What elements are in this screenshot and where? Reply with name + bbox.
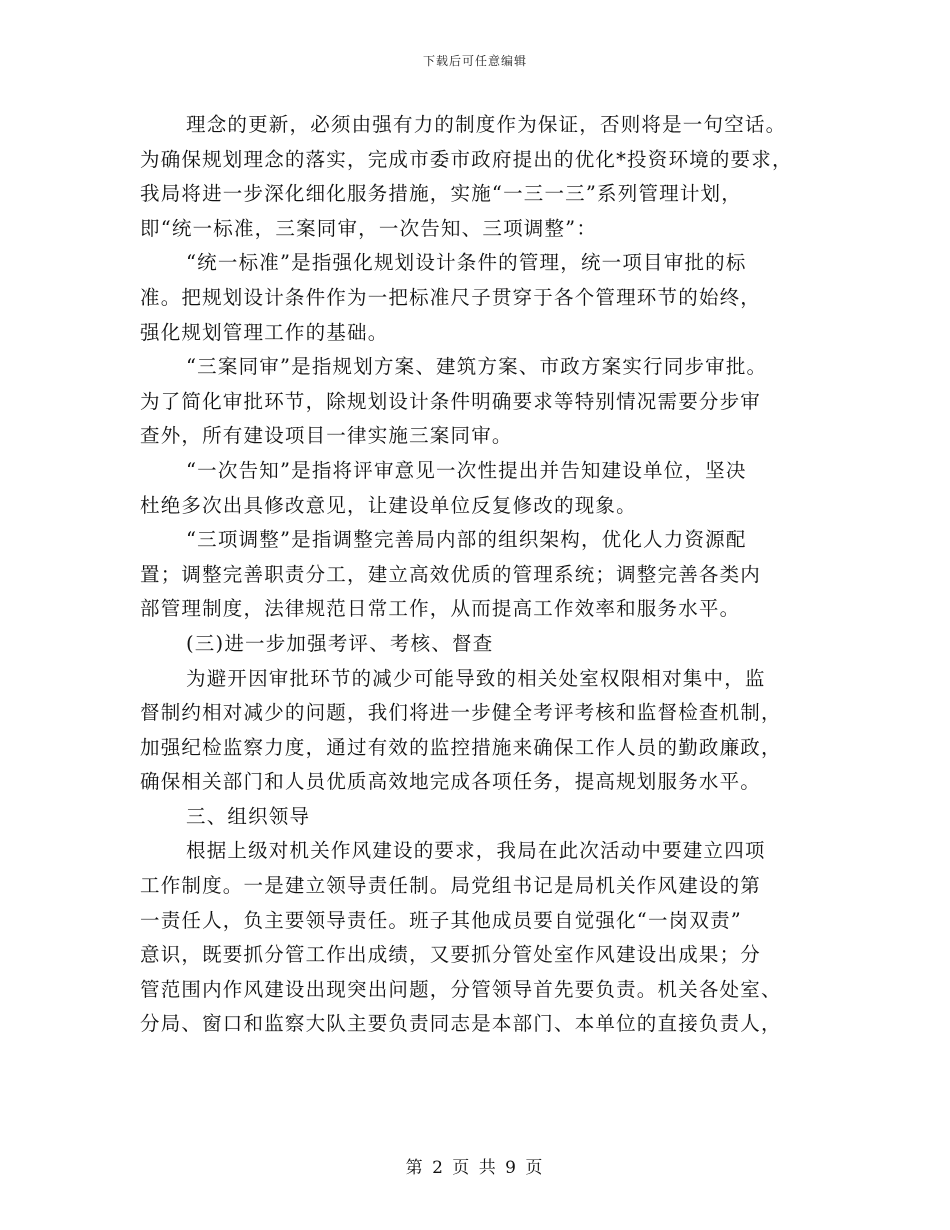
text-line: 加强纪检监察力度，通过有效的监控措施来确保工作人员的勤政廉政， [140, 735, 782, 759]
text-line: 为确保规划理念的落实，完成市委市政府提出的优化*投资环境的要求， [140, 147, 793, 171]
text-line: 根据上级对机关作风建设的要求，我局在此次活动中要建立四项 [186, 839, 766, 863]
text-line: (三)进一步加强考评、考核、督查 [186, 631, 494, 655]
text-line: 管范围内作风建设出现突出问题，分管领导首先要负责。机关各处室、 [140, 977, 782, 1001]
text-line: 查外，所有建设项目一律实施三案同审。 [140, 424, 513, 448]
body-text [140, 108, 840, 1042]
text-line: 准。把规划设计条件作为一把标准尺子贯穿于各个管理环节的始终， [140, 285, 762, 309]
text-line: “一次告知”是指将评审意见一次性提出并告知建设单位，坚决 [186, 458, 747, 482]
text-line: 杜绝多次出具修改意见，让建设单位反复修改的现象。 [140, 493, 637, 517]
text-line: 部管理制度，法律规范日常工作，从而提高工作效率和服务水平。 [140, 597, 741, 621]
text-line: “三案同审”是指规划方案、建筑方案、市政方案实行同步审批。 [186, 355, 768, 379]
text-line: 三、组织领导 [186, 804, 311, 828]
text-line: “统一标准”是指强化规划设计条件的管理，统一项目审批的标 [186, 251, 747, 275]
text-line: 为避开因审批环节的减少可能导致的相关处室权限相对集中，监 [186, 666, 766, 690]
text-line: 一责任人，负主要领导责任。班子其他成员要自觉强化“一岗双责” [140, 908, 742, 932]
text-line: 分局、窗口和监察大队主要负责同志是本部门、本单位的直接负责人， [140, 1012, 782, 1036]
page-footer: 第 2 页 共 9 页 [405, 1158, 545, 1178]
text-line: 为了简化审批环节，除规划设计条件明确要求等特别情况需要分步审 [140, 389, 762, 413]
text-line: 置；调整完善职责分工，建立高效优质的管理系统；调整完善各类内 [140, 562, 762, 586]
text-line: 理念的更新，必须由强有力的制度作为保证，否则将是一句空话。 [186, 113, 787, 136]
text-line: 督制约相对减少的问题，我们将进一步健全考评考核和监督检查机制， [140, 701, 782, 725]
text-line: 确保相关部门和人员优质高效地完成各项任务，提高规划服务水平。 [140, 770, 762, 794]
text-line: 我局将进一步深化细化服务措施，实施“一三一三”系列管理计划， [140, 182, 742, 206]
text-line: 意识，既要抓分管工作出成绩，又要抓分管处室作风建设出成果；分 [140, 943, 762, 967]
text-line: 工作制度。一是建立领导责任制。局党组书记是局机关作风建设的第 [140, 874, 762, 898]
header-note: 下载后可任意编辑 [422, 54, 527, 68]
text-line: “三项调整”是指调整完善局内部的组织架构，优化人力资源配 [186, 528, 747, 552]
text-line: 强化规划管理工作的基础。 [140, 320, 389, 344]
text-line: 即“统一标准，三案同审，一次告知、三项调整”： [140, 216, 598, 240]
